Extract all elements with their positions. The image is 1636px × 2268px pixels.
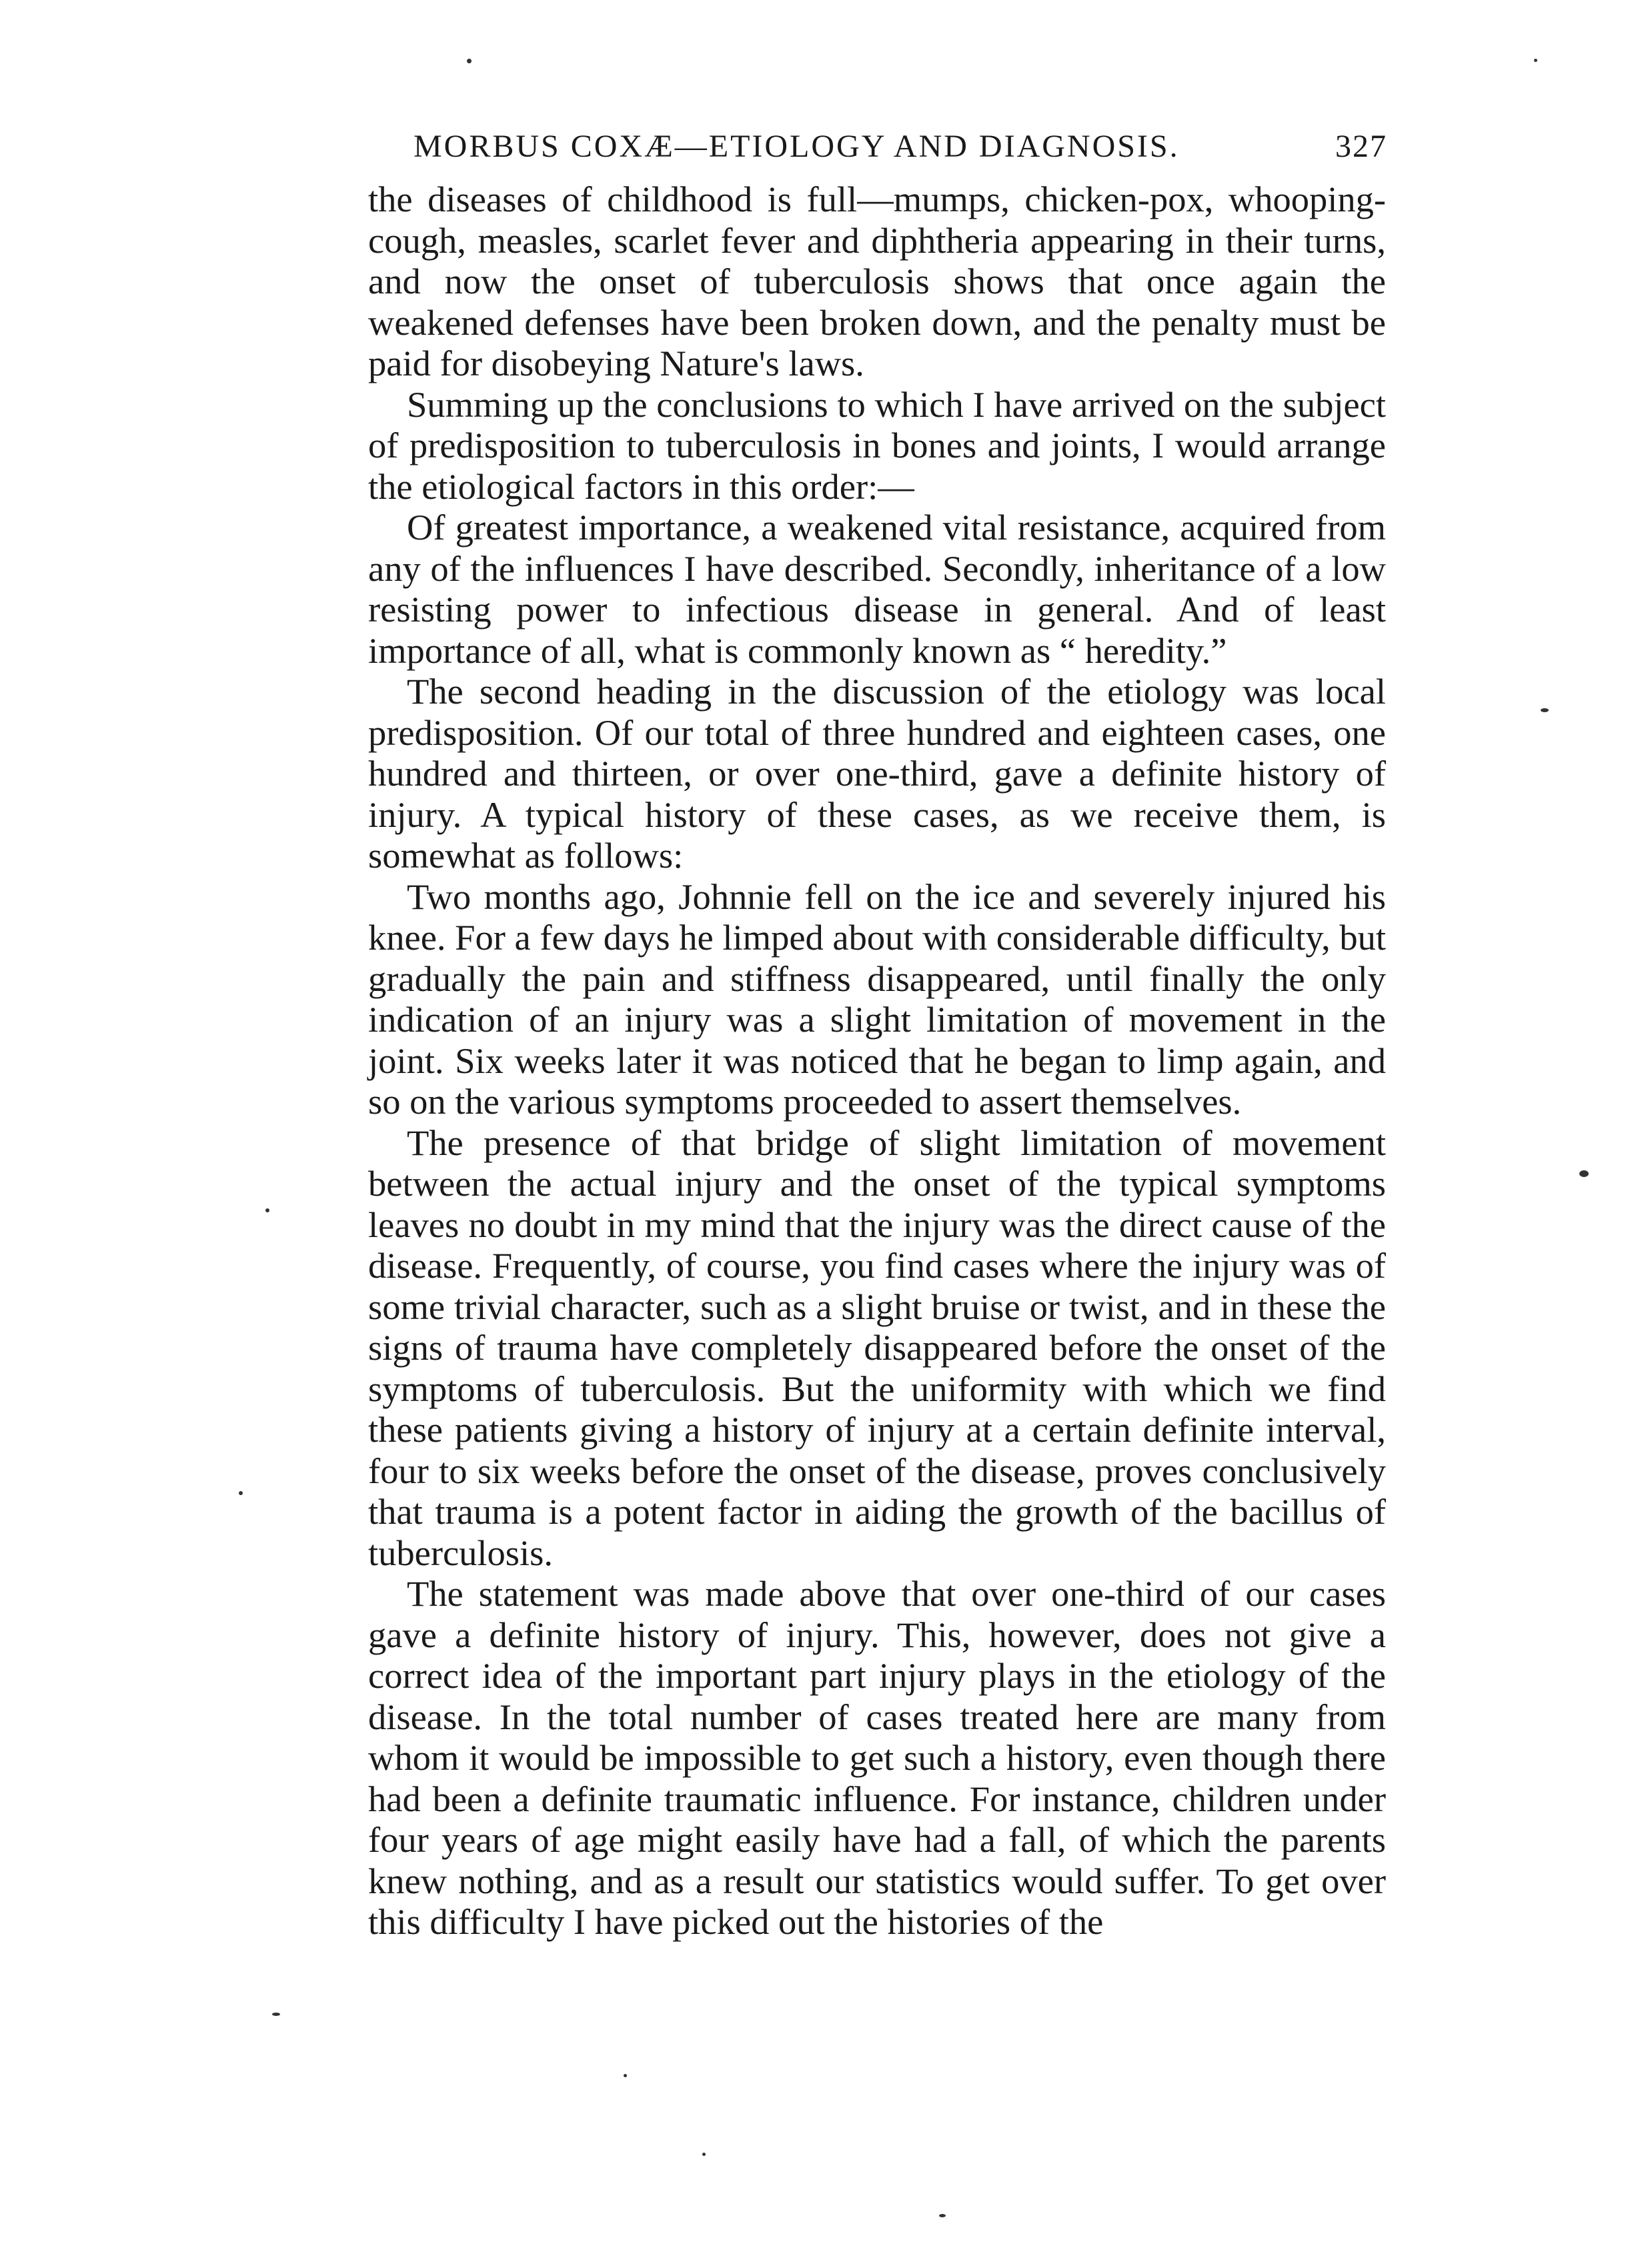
scan-speck bbox=[624, 2074, 627, 2077]
page-header bbox=[414, 128, 1387, 165]
scan-speck bbox=[1541, 708, 1549, 712]
scan-speck bbox=[702, 2153, 706, 2156]
scan-speck bbox=[1579, 1170, 1589, 1177]
paragraph: The presence of that bridge of slight limitation of movement between the actual injury and the onset of the typical symptoms leaves no doubt in my mind that the injury was the direct cause of the disease. Frequently, of course, you find cases where the injury was of some trivial character, such as a slight bruise or twist, and in these the signs of trauma have completely disappeared before the onset of the symptoms of tuberculosis. But the uniformity with which we find these patients giving a history of injury at a certain definite interval, four to six weeks before the onset of the disease, proves conclusively that trauma is a potent factor in aiding the growth of the bacillus of tuberculosis. bbox=[368, 1122, 1386, 1573]
paragraph: the diseases of childhood is full—mumps, chicken-pox, whooping-cough, measles, scarlet fever and diphtheria appearing in their turns, and now the onset of tuberculosis shows that once again the weakened defenses have been broken down, and the penalty must be paid for disobeying Nature's laws. bbox=[368, 179, 1386, 383]
running-title: MORBUS COXÆ—ETIOLOGY AND DIAGNOSIS. bbox=[414, 129, 1180, 164]
paragraph: Two months ago, Johnnie fell on the ice and severely injured his knee. For a few days he limped about with considerable difficulty, but gradually the pain and stiffness disappeared, until finally the only indication of an injury was a slight limitation of movement in the joint. Six weeks later it was noticed that he began to limp again, and so on the various symptoms proceeded to assert themselves. bbox=[368, 876, 1386, 1122]
page-number: 327 bbox=[1335, 129, 1387, 164]
paragraph: Summing up the conclusions to which I have arrived on the subject of predisposition to tuberculosis in bones and joints, I would arrange the etiological factors in this order:— bbox=[368, 383, 1386, 507]
paragraph: Of greatest importance, a weakened vital resistance, acquired from any of the influences I have described. Secondly, inheritance of a low resisting power to infectious disease in general. And of least importance of all, what is commonly known as “ heredity.” bbox=[368, 507, 1386, 671]
scan-speck bbox=[467, 59, 472, 63]
paragraph: The statement was made above that over one-third of our cases gave a definite history of injury. This, however, does not give a correct idea of the important part injury plays in the etiology of the disease. In the total number of cases treated here are many from whom it would be impossible to get such a history, even though there had been a definite traumatic influence. For instance, children under four years of age might easily have had a fall, of which the parents knew nothing, and as a result our statistics would suffer. To get over this difficulty I have picked out the histories of the bbox=[368, 1573, 1386, 1942]
scan-speck bbox=[1534, 59, 1537, 62]
body-text bbox=[368, 179, 1386, 1943]
scan-speck bbox=[265, 1208, 269, 1212]
paragraph: The second heading in the discussion of the etiology was local predisposition. Of our total of three hundred and eighteen cases, one hundred and thirteen, or over one-third, gave a definite history of injury. A typical history of these cases, as we receive them, is somewhat as follows: bbox=[368, 671, 1386, 876]
scan-speck bbox=[939, 2214, 946, 2217]
scan-speck bbox=[239, 1491, 243, 1495]
scan-speck bbox=[272, 2013, 280, 2016]
